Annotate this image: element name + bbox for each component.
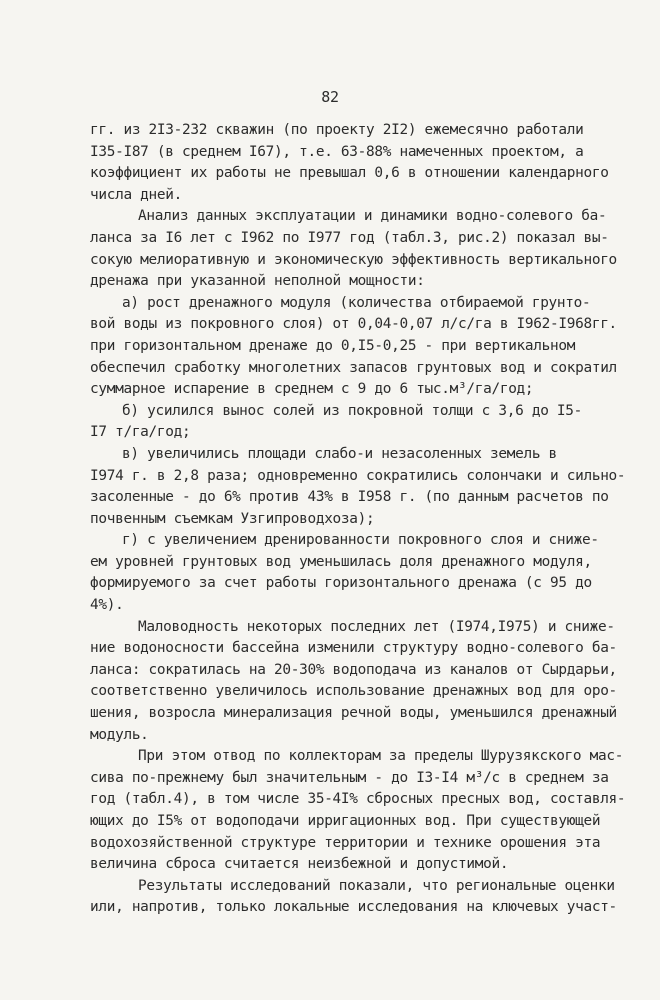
text-line: шения, возросла минерализация речной воды, уменьшился дренажный <box>90 705 617 722</box>
text-line: числа дней. <box>90 186 183 203</box>
text-line: ланса: сократилась на 20-30% водоподача из каналов от Сырдарьи, <box>90 661 617 678</box>
text-line: засоленные - до 6% против 43% в I958 г. (по данным расчетов по <box>90 489 609 506</box>
text-line: сокую мелиоративную и экономическую эффективность вертикального <box>90 251 617 268</box>
text-line: ние водоносности бассейна изменили структуру водно-солевого ба- <box>90 640 617 657</box>
text-line: Анализ данных эксплуатации и динамики водно-солевого ба- <box>138 208 607 225</box>
text-line: г) с увеличением дренированности покровного слоя и сниже- <box>122 532 599 549</box>
text-line: сива по-прежнему был значительным - до I3-I4 м³/с в среднем за <box>90 769 609 786</box>
text-line: ем уровней грунтовых вод уменьшилась доля дренажного модуля, <box>90 553 592 570</box>
text-line: I974 г. в 2,8 раза; одновременно сократились солончаки и сильно- <box>90 467 626 484</box>
text-line: I7 т/га/год; <box>90 424 191 441</box>
text-line: коэффициент их работы не превышал 0,6 в отношении календарного <box>90 165 609 182</box>
text-line: в) увеличились площади слабо-и незасоленных земель в <box>122 445 557 462</box>
text-line: обеспечил сработку многолетних запасов грунтовых вод и сократил <box>90 359 617 376</box>
text-line: водохозяйственной структуре территории и технике орошения эта <box>90 834 601 851</box>
text-line: 4%). <box>90 597 124 614</box>
text-line: почвенным съемкам Узгипроводхоза); <box>90 510 375 527</box>
text-line: ланса за I6 лет с I962 по I977 год (табл.3, рис.2) показал вы- <box>90 229 609 246</box>
page-number: 82 <box>321 88 339 106</box>
text-line: ющих до I5% от водоподачи ирригационных вод. При существующей <box>90 813 601 829</box>
text-line: величина сброса считается неизбежной и допустимой. <box>90 856 509 873</box>
text-line: а) рост дренажного модуля (количества отбираемой грунто- <box>122 294 591 311</box>
text-line: год (табл.4), в том числе 35-4I% сбросных пресных вод, составля- <box>90 791 626 808</box>
text-line: дренажа при указанной неполной мощности: <box>90 273 425 290</box>
text-line: Маловодность некоторых последних лет (I974,I975) и сниже- <box>138 618 615 635</box>
text-line: суммарное испарение в среднем с 9 до 6 тыс.м³/га/год; <box>90 381 534 398</box>
text-line: гг. из 2I3-232 скважин (по проекту 2I2) ежемесячно работали <box>90 122 584 138</box>
text-line: или, напротив, только локальные исследования на ключевых участ- <box>90 899 617 916</box>
text-line: при горизонтальном дренаже до 0,I5-0,25 - при вертикальном <box>90 337 576 354</box>
text-line: Результаты исследований показали, что региональные оценки <box>138 877 615 894</box>
text-line: модуль. <box>90 726 149 743</box>
text-line: вой воды из покровного слоя) от 0,04-0,07 л/с/га в I962-I968гг. <box>90 316 617 333</box>
text-line: I35-I87 (в среднем I67), т.е. 63-88% намеченных проектом, а <box>90 143 584 160</box>
body-text <box>90 120 640 919</box>
text-line: формируемого за счет работы горизонтального дренажа (с 95 до <box>90 575 592 592</box>
text-line: соответственно увеличилось использование дренажных вод для оро- <box>90 683 617 700</box>
text-line: При этом отвод по коллекторам за пределы Шурузякского мас- <box>138 748 624 765</box>
text-line: б) усилился вынос солей из покровной толщи с 3,6 до I5- <box>122 402 583 419</box>
